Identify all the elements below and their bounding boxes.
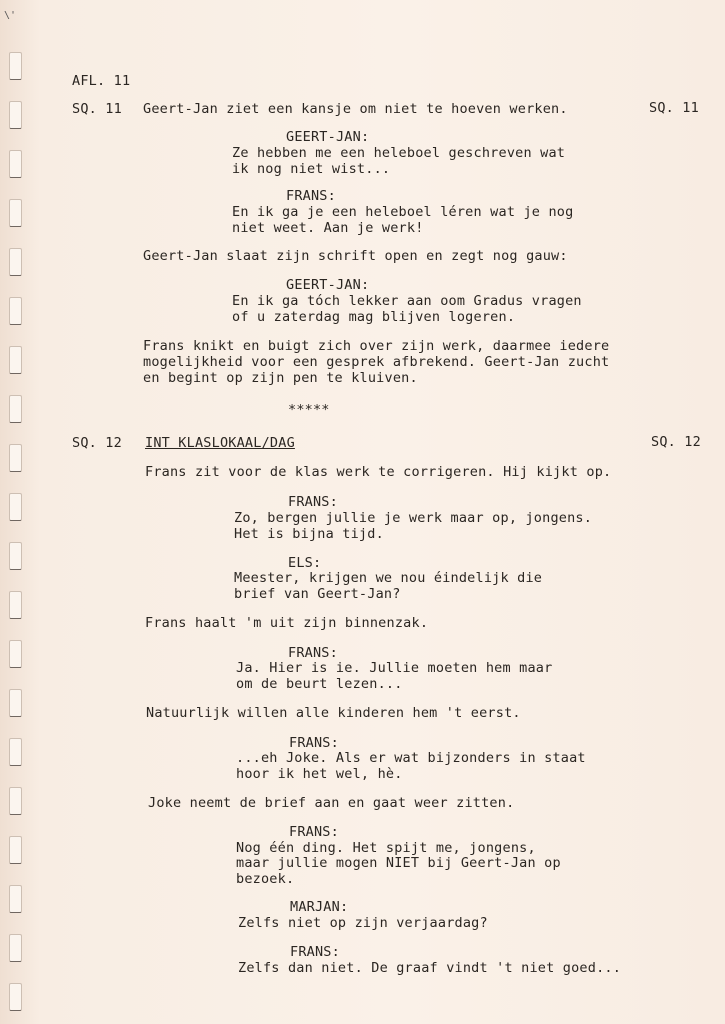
binder-holes — [9, 0, 29, 1024]
dialogue-line: Zelfs dan niet. De graaf vindt 't niet goed... — [238, 960, 622, 976]
binder-hole — [9, 640, 22, 668]
speaker-name: GEERT-JAN: — [286, 129, 370, 145]
corner-mark: \' — [4, 10, 17, 21]
episode-label: AFL. 11 — [72, 73, 131, 89]
dialogue-line: En ik ga je een heleboel léren wat je nog — [232, 204, 574, 220]
dialogue-line: Ze hebben me een heleboel geschreven wat — [232, 145, 566, 161]
scene-number-left: SQ. 11 — [72, 101, 122, 117]
dialogue-line: Zelfs niet op zijn verjaardag? — [238, 915, 488, 931]
dialogue-line: hoor ik het wel, hè. — [236, 766, 403, 782]
binder-hole — [9, 52, 22, 80]
dialogue-line: bezoek. — [236, 871, 295, 887]
dialogue-line: Ja. Hier is ie. Jullie moeten hem maar — [236, 660, 553, 676]
binder-hole — [9, 199, 22, 227]
action-line: Geert-Jan slaat zijn schrift open en zegt nog gauw: — [143, 248, 568, 264]
speaker-name: MARJAN: — [290, 899, 349, 915]
speaker-name: FRANS: — [286, 188, 336, 204]
binder-hole — [9, 934, 22, 962]
dialogue-line: En ik ga tóch lekker aan oom Gradus vragen — [232, 293, 582, 309]
speaker-name: FRANS: — [288, 494, 338, 510]
dialogue-line: Meester, krijgen we nou éindelijk die — [234, 570, 543, 586]
binder-hole — [9, 787, 22, 815]
binder-hole — [9, 248, 22, 276]
binder-hole — [9, 395, 22, 423]
dialogue-line: of u zaterdag mag blijven logeren. — [232, 309, 516, 325]
speaker-name: FRANS: — [290, 944, 340, 960]
dialogue-line: niet weet. Aan je werk! — [232, 220, 424, 236]
dialogue-line: om de beurt lezen... — [236, 676, 403, 692]
speaker-name: FRANS: — [289, 735, 339, 751]
speaker-name: ELS: — [288, 555, 322, 571]
dialogue-line: Zo, bergen jullie je werk maar op, jongens. — [234, 510, 593, 526]
scene-separator: ***** — [288, 402, 330, 418]
dialogue-line: maar jullie mogen NIET bij Geert-Jan op — [236, 855, 561, 871]
dialogue-line: ik nog niet wist... — [232, 161, 391, 177]
dialogue-line: Het is bijna tijd. — [234, 526, 384, 542]
binder-hole — [9, 101, 22, 129]
action-line: Frans haalt 'm uit zijn binnenzak. — [145, 615, 429, 631]
action-line: Joke neemt de brief aan en gaat weer zitten. — [148, 795, 515, 811]
speaker-name: FRANS: — [289, 824, 339, 840]
scene-number-right: SQ. 12 — [651, 434, 701, 450]
binder-hole — [9, 836, 22, 864]
binder-hole — [9, 542, 22, 570]
binder-hole — [9, 983, 22, 1011]
dialogue-line: ...eh Joke. Als er wat bijzonders in staat — [236, 750, 586, 766]
binder-hole — [9, 885, 22, 913]
binder-hole — [9, 689, 22, 717]
scene-number-left: SQ. 12 — [72, 435, 122, 451]
binder-hole — [9, 493, 22, 521]
action-line: Natuurlijk willen alle kinderen hem 't eerst. — [146, 705, 521, 721]
action-line: mogelijkheid voor een gesprek afbrekend. Geert-Jan zucht — [143, 354, 610, 370]
scene-number-right: SQ. 11 — [649, 100, 699, 116]
action-line: Frans zit voor de klas werk te corrigeren. Hij kijkt op. — [145, 464, 612, 480]
binder-hole — [9, 346, 22, 374]
binder-hole — [9, 738, 22, 766]
binder-hole — [9, 297, 22, 325]
action-line: Frans knikt en buigt zich over zijn werk, daarmee iedere — [143, 338, 610, 354]
speaker-name: GEERT-JAN: — [286, 277, 370, 293]
scene-heading: INT KLASLOKAAL/DAG — [145, 435, 295, 451]
speaker-name: FRANS: — [288, 645, 338, 661]
binder-hole — [9, 444, 22, 472]
dialogue-line: brief van Geert-Jan? — [234, 586, 401, 602]
binder-hole — [9, 150, 22, 178]
binder-hole — [9, 591, 22, 619]
dialogue-line: Nog één ding. Het spijt me, jongens, — [236, 840, 536, 856]
scene-description: Geert-Jan ziet een kansje om niet te hoeven werken. — [143, 101, 568, 117]
action-line: en begint op zijn pen te kluiven. — [143, 370, 418, 386]
